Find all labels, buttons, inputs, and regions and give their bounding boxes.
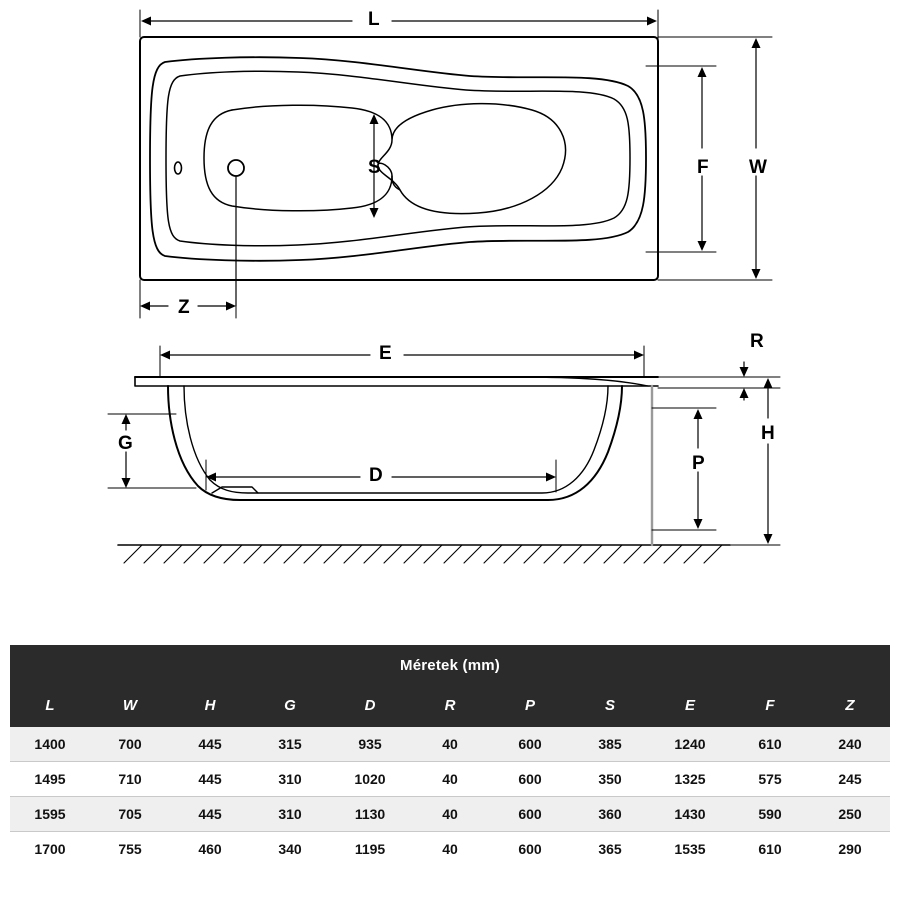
p-arrow-bottom <box>694 519 703 529</box>
r-arrow-bottom <box>740 388 749 398</box>
cell: 1535 <box>650 832 730 867</box>
p-arrow-top <box>694 409 703 419</box>
dim-label-G: G <box>118 433 133 454</box>
cell: 290 <box>810 832 890 867</box>
column-header-D: D <box>330 686 410 727</box>
table-row <box>10 762 890 797</box>
r-arrow-top <box>740 367 749 377</box>
side-body-outer <box>168 386 622 500</box>
cell: 245 <box>810 762 890 797</box>
table-row <box>10 832 890 867</box>
w-arrow-bottom <box>752 269 761 279</box>
dimensions-table-wrapper <box>10 645 890 866</box>
dim-label-S: S <box>368 157 381 178</box>
cell: 250 <box>810 797 890 832</box>
cell: 365 <box>570 832 650 867</box>
cell: 1195 <box>330 832 410 867</box>
cell: 1595 <box>10 797 90 832</box>
w-arrow-top <box>752 38 761 48</box>
dim-label-F: F <box>697 157 709 178</box>
floor-hatching <box>118 545 730 563</box>
cell: 310 <box>250 797 330 832</box>
h-arrow-top <box>764 378 773 388</box>
cell: 575 <box>730 762 810 797</box>
cell: 40 <box>410 727 490 762</box>
side-rim-curve <box>520 377 648 386</box>
cell: 600 <box>490 727 570 762</box>
dimensions-table <box>10 645 890 866</box>
dim-label-H: H <box>761 423 775 444</box>
cell: 600 <box>490 762 570 797</box>
cell: 360 <box>570 797 650 832</box>
l-arrow-left <box>141 17 151 26</box>
h-arrow-bottom <box>764 534 773 544</box>
cell: 445 <box>170 762 250 797</box>
dim-label-L: L <box>368 9 380 30</box>
table-caption: Méretek (mm) <box>10 645 890 686</box>
e-arrow-left <box>160 351 170 360</box>
d-arrow-right <box>546 473 556 482</box>
column-header-R: R <box>410 686 490 727</box>
table-row <box>10 727 890 762</box>
top-view-rim <box>150 57 646 261</box>
cell: 40 <box>410 832 490 867</box>
cell: 445 <box>170 797 250 832</box>
top-view-basin <box>232 104 565 214</box>
g-arrow-top <box>122 414 131 424</box>
column-header-L: L <box>10 686 90 727</box>
cell: 1130 <box>330 797 410 832</box>
table-header-row <box>10 686 890 727</box>
cell: 310 <box>250 762 330 797</box>
cell: 1240 <box>650 727 730 762</box>
z-arrow-left <box>140 302 150 311</box>
top-view-outline <box>140 37 658 280</box>
dim-label-D: D <box>369 465 383 486</box>
cell: 600 <box>490 832 570 867</box>
cell: 1430 <box>650 797 730 832</box>
cell: 340 <box>250 832 330 867</box>
column-header-P: P <box>490 686 570 727</box>
dim-label-E: E <box>379 343 392 364</box>
overflow-hole <box>175 162 182 174</box>
dim-label-Z: Z <box>178 297 190 318</box>
cell: 40 <box>410 762 490 797</box>
cell: 610 <box>730 832 810 867</box>
cell: 40 <box>410 797 490 832</box>
cell: 610 <box>730 727 810 762</box>
f-arrow-bottom <box>698 241 707 251</box>
dim-label-R: R <box>750 331 764 352</box>
cell: 1020 <box>330 762 410 797</box>
cell: 710 <box>90 762 170 797</box>
cell: 700 <box>90 727 170 762</box>
cell: 315 <box>250 727 330 762</box>
cell: 1700 <box>10 832 90 867</box>
dim-label-P: P <box>692 453 705 474</box>
column-header-G: G <box>250 686 330 727</box>
table-row <box>10 797 890 832</box>
dim-label-W: W <box>749 157 767 178</box>
drain-hole <box>228 160 244 176</box>
cell: 445 <box>170 727 250 762</box>
cell: 350 <box>570 762 650 797</box>
cell: 1400 <box>10 727 90 762</box>
e-arrow-right <box>634 351 644 360</box>
column-header-E: E <box>650 686 730 727</box>
f-arrow-top <box>698 67 707 77</box>
cell: 385 <box>570 727 650 762</box>
cell: 1495 <box>10 762 90 797</box>
cell: 755 <box>90 832 170 867</box>
cell: 240 <box>810 727 890 762</box>
column-header-H: H <box>170 686 250 727</box>
cell: 600 <box>490 797 570 832</box>
l-arrow-right <box>647 17 657 26</box>
cell: 705 <box>90 797 170 832</box>
column-header-F: F <box>730 686 810 727</box>
g-arrow-bottom <box>122 478 131 488</box>
column-header-Z: Z <box>810 686 890 727</box>
cell: 590 <box>730 797 810 832</box>
column-header-W: W <box>90 686 170 727</box>
z-arrow-right <box>226 302 236 311</box>
cell: 460 <box>170 832 250 867</box>
cell: 1325 <box>650 762 730 797</box>
s-arrow-bottom <box>370 208 379 218</box>
column-header-S: S <box>570 686 650 727</box>
cell: 935 <box>330 727 410 762</box>
